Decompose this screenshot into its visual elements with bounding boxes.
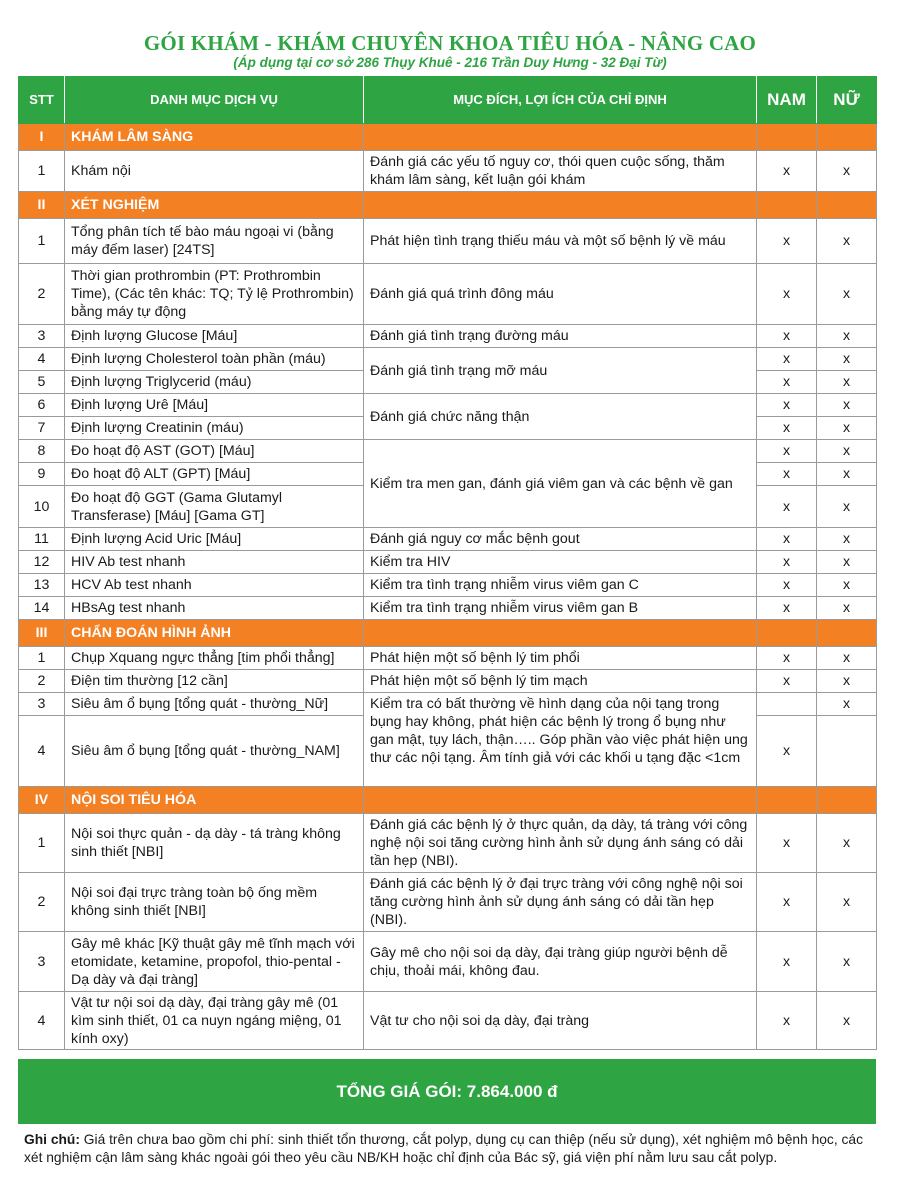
row-female: x bbox=[817, 348, 877, 371]
table-row bbox=[19, 670, 877, 693]
table-row bbox=[19, 219, 877, 264]
footnote bbox=[24, 1131, 874, 1167]
row-female: x bbox=[817, 647, 877, 670]
row-stt: 3 bbox=[19, 325, 65, 348]
table-row bbox=[19, 992, 877, 1050]
row-service: HIV Ab test nhanh bbox=[65, 551, 364, 574]
row-female: x bbox=[817, 463, 877, 486]
row-male: x bbox=[757, 371, 817, 394]
row-male: x bbox=[757, 463, 817, 486]
row-female: x bbox=[817, 528, 877, 551]
row-purpose: Đánh giá các bệnh lý ở thực quản, dạ dày, tá tràng với công nghệ nội soi tăng cường hình ảnh sử dụng ánh sáng có dải tần hẹp (NBI). bbox=[364, 814, 757, 873]
row-female: x bbox=[817, 873, 877, 932]
row-stt: 1 bbox=[19, 647, 65, 670]
row-service: Định lượng Urê [Máu] bbox=[65, 394, 364, 417]
row-male: x bbox=[757, 325, 817, 348]
row-service: Đo hoạt độ AST (GOT) [Máu] bbox=[65, 440, 364, 463]
row-female: x bbox=[817, 551, 877, 574]
row-male: x bbox=[757, 597, 817, 620]
col-header-purpose: MỤC ĐÍCH, LỢI ÍCH CỦA CHỈ ĐỊNH bbox=[364, 77, 757, 124]
total-price-banner bbox=[18, 1059, 876, 1124]
row-purpose: Đánh giá chức năng thận bbox=[364, 394, 757, 440]
row-female: x bbox=[817, 371, 877, 394]
row-service: Nội soi đại trực tràng toàn bộ ống mềm không sinh thiết [NBI] bbox=[65, 873, 364, 932]
row-female: x bbox=[817, 932, 877, 992]
section-title: NỘI SOI TIÊU HÓA bbox=[65, 787, 364, 814]
row-stt: 2 bbox=[19, 670, 65, 693]
row-purpose: Đánh giá các bệnh lý ở đại trực tràng với công nghệ nội soi tăng cường hình ảnh sử dụng ánh sáng có dải tần hẹp (NBI). bbox=[364, 873, 757, 932]
table-row bbox=[19, 394, 877, 417]
footnote-label: Ghi chú: bbox=[24, 1132, 80, 1147]
table-row bbox=[19, 597, 877, 620]
table-row bbox=[19, 693, 877, 716]
row-female: x bbox=[817, 264, 877, 325]
row-male bbox=[757, 693, 817, 716]
row-stt: 3 bbox=[19, 932, 65, 992]
page-subtitle: (Áp dụng tại cơ sở 286 Thụy Khuê - 216 Trần Duy Hưng - 32 Đại Từ) bbox=[233, 55, 667, 70]
row-stt: 2 bbox=[19, 264, 65, 325]
col-header-female: NỮ bbox=[817, 77, 877, 124]
table-row bbox=[19, 151, 877, 192]
row-purpose: Đánh giá tình trạng mỡ máu bbox=[364, 348, 757, 394]
row-service: Siêu âm ổ bụng [tổng quát - thường_Nữ] bbox=[65, 693, 364, 716]
row-stt: 11 bbox=[19, 528, 65, 551]
table-row bbox=[19, 528, 877, 551]
section-title: KHÁM LÂM SÀNG bbox=[65, 124, 364, 151]
table-row bbox=[19, 551, 877, 574]
row-purpose: Vật tư cho nội soi dạ dày, đại tràng bbox=[364, 992, 757, 1050]
row-stt: 1 bbox=[19, 814, 65, 873]
row-service: Gây mê khác [Kỹ thuật gây mê tĩnh mạch với etomidate, ketamine, propofol, thio-pental - Dạ dày và đại tràng] bbox=[65, 932, 364, 992]
row-stt: 5 bbox=[19, 371, 65, 394]
row-stt: 8 bbox=[19, 440, 65, 463]
table-row bbox=[19, 440, 877, 463]
row-male: x bbox=[757, 151, 817, 192]
row-purpose: Đánh giá các yếu tố nguy cơ, thói quen cuộc sống, thăm khám lâm sàng, kết luận gói khám bbox=[364, 151, 757, 192]
row-female: x bbox=[817, 597, 877, 620]
section-row bbox=[19, 192, 877, 219]
row-service: Định lượng Creatinin (máu) bbox=[65, 417, 364, 440]
section-row bbox=[19, 124, 877, 151]
table-row bbox=[19, 325, 877, 348]
row-female: x bbox=[817, 670, 877, 693]
row-service: Điện tim thường [12 cần] bbox=[65, 670, 364, 693]
row-purpose: Phát hiện một số bệnh lý tim mạch bbox=[364, 670, 757, 693]
row-female: x bbox=[817, 992, 877, 1050]
row-service: Đo hoạt độ GGT (Gama Glutamyl Transferase) [Máu] [Gama GT] bbox=[65, 486, 364, 528]
row-service: Siêu âm ổ bụng [tổng quát - thường_NAM] bbox=[65, 716, 364, 787]
row-male: x bbox=[757, 873, 817, 932]
row-service: Tổng phân tích tế bào máu ngoại vi (bằng máy đếm laser) [24TS] bbox=[65, 219, 364, 264]
row-service: Chụp Xquang ngực thẳng [tim phổi thẳng] bbox=[65, 647, 364, 670]
row-purpose: Đánh giá tình trạng đường máu bbox=[364, 325, 757, 348]
row-male: x bbox=[757, 670, 817, 693]
row-stt: 6 bbox=[19, 394, 65, 417]
row-female: x bbox=[817, 417, 877, 440]
row-purpose: Gây mê cho nội soi dạ dày, đại tràng giúp người bệnh dễ chịu, thoải mái, không đau. bbox=[364, 932, 757, 992]
table-row bbox=[19, 932, 877, 992]
row-stt: 1 bbox=[19, 219, 65, 264]
table-header-row bbox=[19, 77, 877, 124]
section-row bbox=[19, 787, 877, 814]
section-number: II bbox=[19, 192, 65, 219]
row-service: Định lượng Cholesterol toàn phần (máu) bbox=[65, 348, 364, 371]
row-service: Vật tư nội soi dạ dày, đại tràng gây mê (01 kìm sinh thiết, 01 ca nuyn ngáng miệng, 01 kính oxy) bbox=[65, 992, 364, 1050]
row-service: Định lượng Triglycerid (máu) bbox=[65, 371, 364, 394]
row-female: x bbox=[817, 151, 877, 192]
row-stt: 13 bbox=[19, 574, 65, 597]
row-stt: 4 bbox=[19, 992, 65, 1050]
row-male: x bbox=[757, 486, 817, 528]
col-header-male: NAM bbox=[757, 77, 817, 124]
section-number: IV bbox=[19, 787, 65, 814]
page-title: GÓI KHÁM - KHÁM CHUYÊN KHOA TIÊU HÓA - NÂNG CAO bbox=[143, 31, 757, 55]
row-male: x bbox=[757, 440, 817, 463]
row-male: x bbox=[757, 528, 817, 551]
row-male: x bbox=[757, 348, 817, 371]
table-row bbox=[19, 873, 877, 932]
row-female: x bbox=[817, 574, 877, 597]
footnote-text: Giá trên chưa bao gồm chi phí: sinh thiết tổn thương, cắt polyp, dụng cụ can thiệp (nếu sử dụng), xét nghiệm mô bệnh học, các xét nghiệm cận lâm sàng khác ngoài gói theo yêu cầu NB/KH hoặc chỉ định của Bác sỹ, giá viện phí nằm lưu sau cắt polyp. bbox=[24, 1132, 863, 1165]
row-male: x bbox=[757, 716, 817, 787]
row-purpose: Kiểm tra tình trạng nhiễm virus viêm gan C bbox=[364, 574, 757, 597]
row-service: HBsAg test nhanh bbox=[65, 597, 364, 620]
row-female: x bbox=[817, 394, 877, 417]
row-purpose: Phát hiện một số bệnh lý tim phổi bbox=[364, 647, 757, 670]
row-female: x bbox=[817, 325, 877, 348]
row-purpose: Đánh giá quá trình đông máu bbox=[364, 264, 757, 325]
row-female: x bbox=[817, 814, 877, 873]
row-stt: 3 bbox=[19, 693, 65, 716]
col-header-service: DANH MỤC DỊCH VỤ bbox=[65, 77, 364, 124]
row-female bbox=[817, 716, 877, 787]
row-service: Thời gian prothrombin (PT: Prothrombin Time), (Các tên khác: TQ; Tỷ lệ Prothrombin) bằng máy tự động bbox=[65, 264, 364, 325]
section-row bbox=[19, 620, 877, 647]
section-title: XÉT NGHIỆM bbox=[65, 192, 364, 219]
row-male: x bbox=[757, 219, 817, 264]
row-male: x bbox=[757, 551, 817, 574]
row-male: x bbox=[757, 992, 817, 1050]
table-row bbox=[19, 814, 877, 873]
row-stt: 12 bbox=[19, 551, 65, 574]
row-purpose: Kiểm tra HIV bbox=[364, 551, 757, 574]
row-stt: 9 bbox=[19, 463, 65, 486]
total-price: TỔNG GIÁ GÓI: 7.864.000 đ bbox=[336, 1081, 558, 1101]
row-purpose: Kiểm tra có bất thường về hình dạng của nội tạng trong bụng hay không, phát hiện các bệnh lý trong ổ bụng như gan mật, tụy lách, thận….. Góp phần vào việc phát hiện ung thư các nội tạng. Âm tính giả với các khối u tạng đặc <1cm bbox=[364, 693, 757, 787]
row-male: x bbox=[757, 417, 817, 440]
row-stt: 1 bbox=[19, 151, 65, 192]
table-row bbox=[19, 264, 877, 325]
row-stt: 4 bbox=[19, 348, 65, 371]
row-female: x bbox=[817, 693, 877, 716]
row-stt: 4 bbox=[19, 716, 65, 787]
row-purpose: Phát hiện tình trạng thiếu máu và một số bệnh lý về máu bbox=[364, 219, 757, 264]
row-male: x bbox=[757, 647, 817, 670]
table-row bbox=[19, 348, 877, 371]
row-male: x bbox=[757, 932, 817, 992]
row-service: Khám nội bbox=[65, 151, 364, 192]
col-header-stt: STT bbox=[19, 77, 65, 124]
service-table bbox=[18, 76, 877, 1050]
row-male: x bbox=[757, 574, 817, 597]
row-female: x bbox=[817, 219, 877, 264]
row-purpose: Đánh giá nguy cơ mắc bệnh gout bbox=[364, 528, 757, 551]
row-male: x bbox=[757, 814, 817, 873]
row-stt: 7 bbox=[19, 417, 65, 440]
row-stt: 10 bbox=[19, 486, 65, 528]
row-male: x bbox=[757, 394, 817, 417]
section-title: CHẨN ĐOÁN HÌNH ẢNH bbox=[65, 620, 364, 647]
row-stt: 14 bbox=[19, 597, 65, 620]
table-row bbox=[19, 647, 877, 670]
row-service: Đo hoạt độ ALT (GPT) [Máu] bbox=[65, 463, 364, 486]
row-stt: 2 bbox=[19, 873, 65, 932]
row-service: Nội soi thực quản - dạ dày - tá tràng không sinh thiết [NBI] bbox=[65, 814, 364, 873]
section-number: III bbox=[19, 620, 65, 647]
row-service: Định lượng Glucose [Máu] bbox=[65, 325, 364, 348]
row-purpose: Kiểm tra men gan, đánh giá viêm gan và các bệnh về gan bbox=[364, 440, 757, 528]
row-service: Định lượng Acid Uric [Máu] bbox=[65, 528, 364, 551]
section-number: I bbox=[19, 124, 65, 151]
row-female: x bbox=[817, 486, 877, 528]
row-purpose: Kiểm tra tình trạng nhiễm virus viêm gan B bbox=[364, 597, 757, 620]
row-service: HCV Ab test nhanh bbox=[65, 574, 364, 597]
table-row bbox=[19, 574, 877, 597]
row-male: x bbox=[757, 264, 817, 325]
row-female: x bbox=[817, 440, 877, 463]
